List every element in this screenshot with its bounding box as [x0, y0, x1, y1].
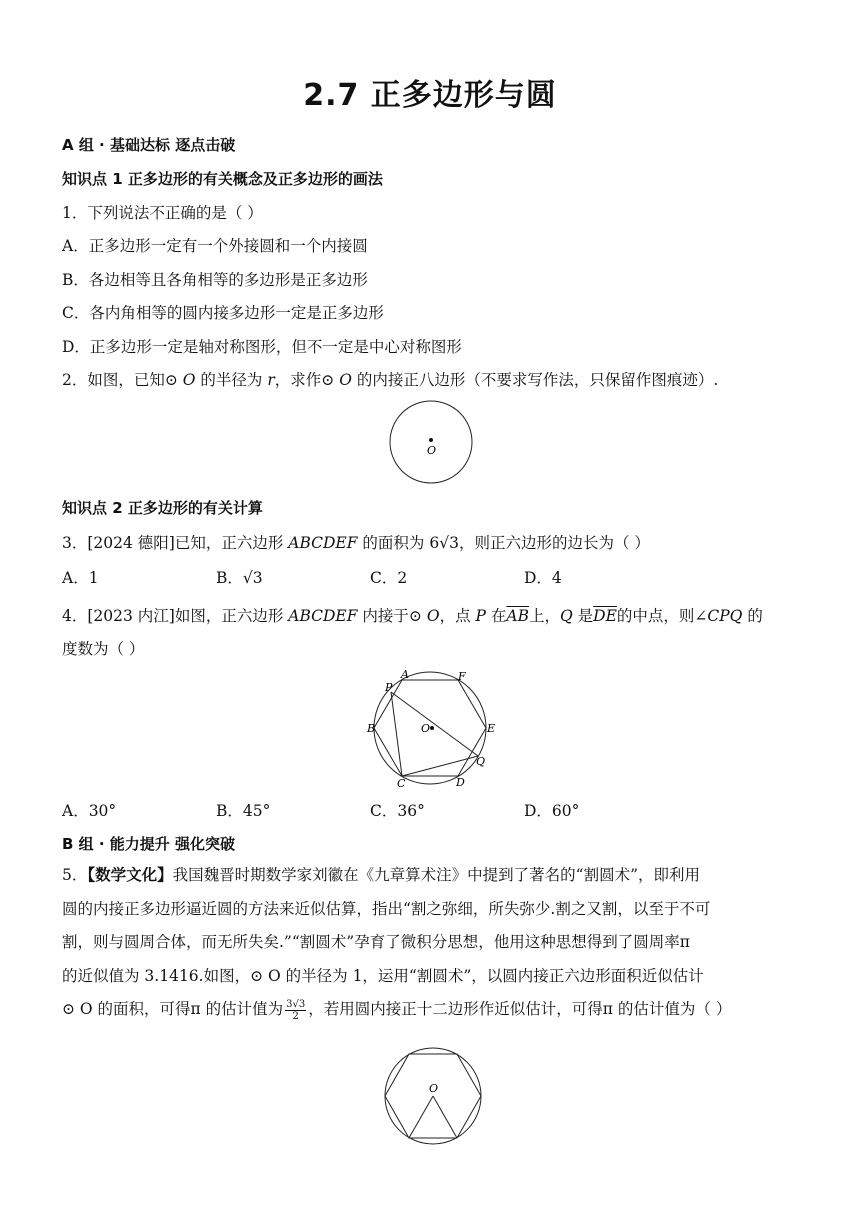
knowledge-point-2-heading: 知识点 2 正多边形的有关计算 [62, 499, 263, 517]
arc-de-label: $\overline{DE}$ [593, 607, 617, 625]
label-B: B [367, 722, 376, 735]
q5-center-label: O [429, 1082, 439, 1095]
q4-option-c[interactable]: C．36° [370, 802, 425, 820]
q1-option-c[interactable]: C．各内角相等的圆内接多边形一定是正多边形 [62, 304, 384, 322]
fraction-numerator: 3√3 [286, 998, 306, 1010]
label-P: P [385, 681, 393, 694]
q4-stem: 4．[2023 内江]如图，正六边形 ABCDEF 内接于⊙ O，点 P 在$\overline{AB}$上，Q 是$\overline{DE}$的中点，则∠CPQ 的 [62, 607, 763, 625]
q3-option-d[interactable]: D．4 [524, 569, 562, 587]
fraction-denominator: 2 [292, 1010, 299, 1022]
label-Q: Q [476, 755, 486, 768]
q3-option-c[interactable]: C．2 [370, 569, 408, 587]
q3-option-b[interactable]: B．√3 [216, 569, 263, 587]
q2-center-label: O [427, 444, 437, 457]
label-F: F [458, 670, 466, 683]
group-b-heading: B 组 · 能力提升 强化突破 [62, 835, 236, 853]
q1-option-d[interactable]: D．正多边形一定是轴对称图形，但不一定是中心对称图形 [62, 338, 462, 356]
knowledge-point-1-heading: 知识点 1 正多边形的有关概念及正多边形的画法 [62, 170, 383, 188]
arc-ab-label: $\overline{AB}$ [506, 607, 529, 625]
q1-option-a[interactable]: A．正多边形一定有一个外接圆和一个内接圆 [62, 237, 368, 255]
label-D: D [456, 776, 465, 789]
q2-stem: 2．如图，已知⊙ O 的半径为 r，求作⊙ O 的内接正八边形（不要求写作法，只保留作图痕迹）. [62, 371, 719, 389]
q4-option-b[interactable]: B．45° [216, 802, 271, 820]
q1-stem: 1．下列说法不正确的是（ ） [62, 204, 263, 222]
label-E: E [487, 722, 496, 735]
label-A: A [401, 668, 409, 681]
q4-option-a[interactable]: A．30° [62, 802, 117, 820]
q4-stem-line2: 度数为（ ） [62, 640, 145, 658]
q4-option-d[interactable]: D．60° [524, 802, 580, 820]
q3-option-a[interactable]: A．1 [62, 569, 99, 587]
q4-hexagon-figure [366, 668, 496, 790]
label-C: C [397, 777, 406, 790]
q2-circle-figure [385, 398, 477, 488]
q5-hexagon-figure [381, 1044, 487, 1148]
q1-option-b[interactable]: B．各边相等且各角相等的多边形是正多边形 [62, 271, 368, 289]
q5-text: 5．【数学文化】我国魏晋时期数学家刘徽在《九章算术注》中提到了著名的“割圆术”，即利用 圆的内接正多边形逼近圆的方法来近似估算，指出“割之弥细，所失弥少.割之又割，以至于不可 割，则与圆周合体，而无所失矣.”“割圆术”孕育了微积分思想，他用这种思想得到了圆周率π 的近似值为 3.1416.如图，⊙ O 的半径为 1，运用“割圆术”，以圆内接正六边形面积近似估计 ⊙ O 的面积，可得π 的估计值为 $\frac{3√3}{2}$ ，若用圆内接正十二边形作近似估计，可得π 的估计值为（ ） [62, 866, 732, 1022]
group-a-heading: A 组 · 基础达标 逐点击破 [62, 136, 236, 154]
page-title: 2.7 正多边形与圆 [303, 78, 557, 113]
label-O: O [421, 722, 431, 735]
q3-stem: 3．[2024 德阳]已知，正六边形 ABCDEF 的面积为 6√3，则正六边形的边长为（ ） [62, 534, 650, 552]
